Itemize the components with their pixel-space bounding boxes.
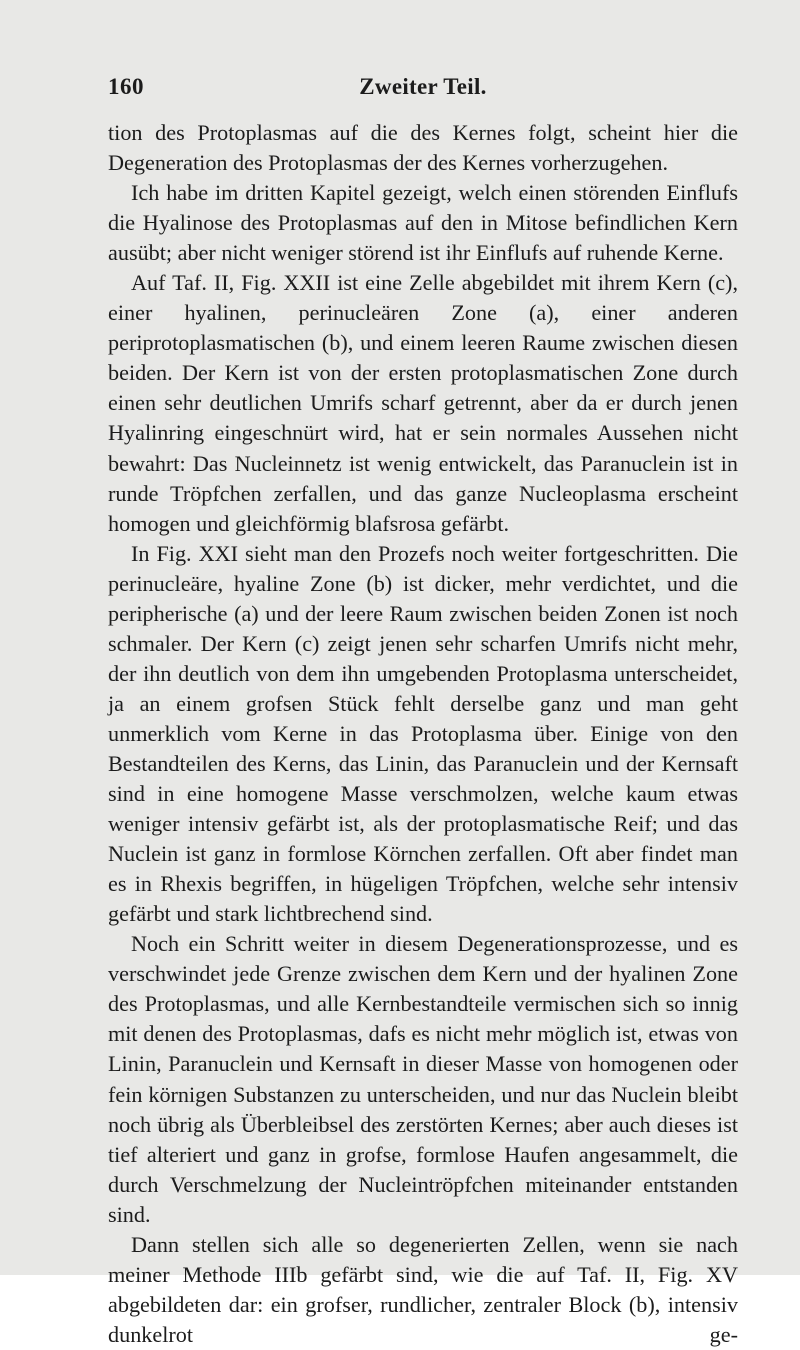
paragraph: Noch ein Schritt weiter in diesem Degenerationsprozesse, und es verschwindet jede Grenze zwischen dem Kern und der hyalinen Zone des Protoplasmas, und alle Kernbestandteile vermischen sich so innig mit denen des Protoplasmas, dafs es nicht mehr möglich ist, etwas von Linin, Paranuclein und Kernsaft in dieser Masse von homogenen oder fein körnigen Substanzen zu unterscheiden, und nur das Nuclein bleibt noch übrig als Überbleibsel des zerstörten Kernes; aber auch dieses ist tief alteriert und ganz in grofse, formlose Haufen angesammelt, die durch Verschmelzung der Nucleintröpfchen miteinander entstanden sind.	[108, 931, 738, 1227]
paragraph: In Fig. XXI sieht man den Prozefs noch weiter fortgeschritten. Die perinucleäre, hyaline Zone (b) ist dicker, mehr verdichtet, und die peripherische (a) und der leere Raum zwischen beiden Zonen ist noch schmaler. Der Kern (c) zeigt jenen sehr scharfen Umrifs nicht mehr, der ihn deutlich von dem ihn umgebenden Protoplasma unterscheidet, ja an einem grofsen Stück fehlt derselbe ganz und man geht unmerklich vom Kerne in das Protoplasma über. Einige von den Bestandteilen des Kerns, das Linin, das Paranuclein und der Kernsaft sind in eine homogene Masse verschmolzen, welche kaum etwas weniger intensiv gefärbt ist, als der protoplasmatische Reif; und das Nuclein ist ganz in formlose Körnchen zerfallen. Oft aber findet man es in Rhexis begriffen, in hügeligen Tröpfchen, welche sehr intensiv gefärbt und stark lichtbrechend sind.	[108, 540, 738, 927]
page-number: 160	[108, 74, 144, 99]
paragraph: Auf Taf. II, Fig. XXII ist eine Zelle abgebildet mit ihrem Kern (c), einer hyalinen, perinucleären Zone (a), einer anderen periprotoplasmatischen (b), und einem leeren Raume zwischen diesen beiden. Der Kern ist von der ersten protoplasmatischen Zone durch einen sehr deutlichen Umrifs scharf getrennt, aber da er durch jenen Hyalinring eingeschnürt wird, hat er sein normales Aussehen nicht bewahrt: Das Nucleinnetz ist wenig entwickelt, das Paranuclein ist in runde Tröpfchen zerfallen, und das ganze Nucleoplasma erscheint homogen und gleichförmig blafsrosa gefärbt.	[108, 270, 738, 536]
paragraph: Ich habe im dritten Kapitel gezeigt, welch einen störenden Einflufs die Hyalinose des Protoplasmas auf den in Mitose befindlichen Kern ausübt; aber nicht weniger störend ist ihr Einflufs auf ruhende Kerne.	[108, 180, 738, 266]
body-text	[108, 118, 738, 1350]
paragraph: tion des Protoplasmas auf die des Kernes folgt, scheint hier die Degeneration des Protoplasmas der des Kernes vorherzugehen.	[108, 120, 738, 176]
paragraph: Dann stellen sich alle so degenerierten Zellen, wenn sie nach meiner Methode IIIb gefärbt sind, wie die auf Taf. II, Fig. XV abgebildeten dar: ein grofser, rundlicher, zentraler Block (b), intensiv dunkelrot ge-	[108, 1231, 738, 1347]
running-head: Zweiter Teil.	[359, 74, 487, 99]
page-header	[108, 74, 738, 114]
